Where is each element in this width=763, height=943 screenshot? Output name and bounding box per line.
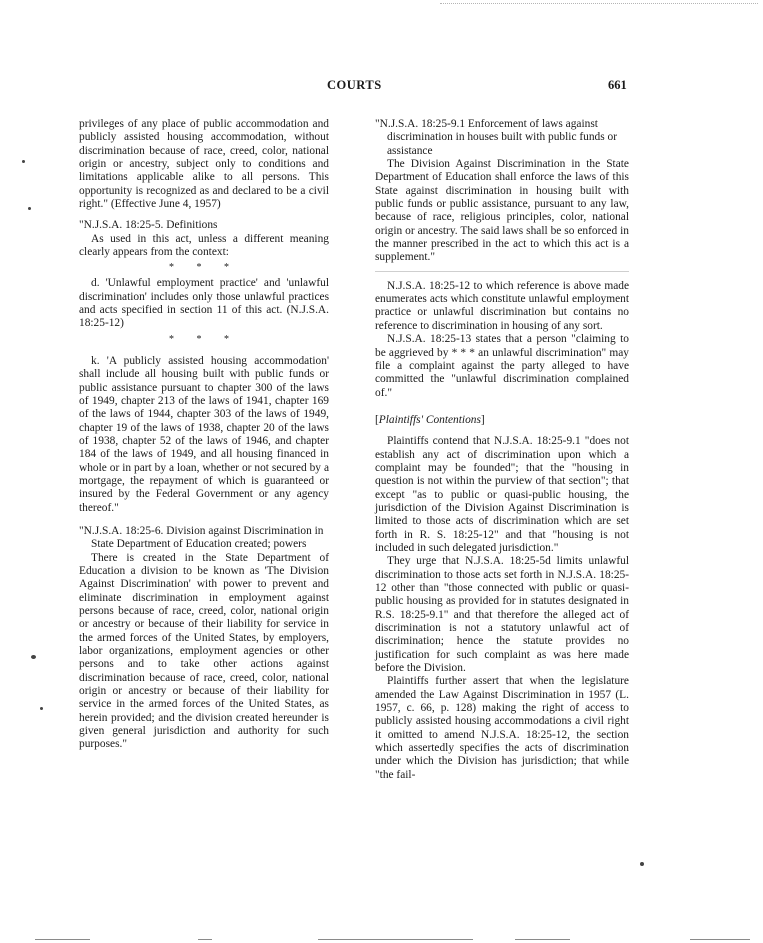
- page-header: [0, 78, 763, 96]
- paragraph: They urge that N.J.S.A. 18:25-5d limits unlawful discrimination to those acts set forth in N.J.S.A. 18:25-12 other than "those connected with public or quasi-public housing as provided for in statutes designated in R.S. 18:25-9.1" and that therefore the alleged act of discrimination is not a statutory unlawful act of discrimination; hence the statute provides no justification for such complaint as was here made before the Division.: [375, 555, 629, 675]
- section-heading: [375, 414, 629, 427]
- bracket-close: ]: [480, 413, 485, 426]
- left-column: [79, 118, 329, 752]
- ellipsis-stars: * * *: [169, 262, 239, 274]
- bracket-open: [: [375, 413, 379, 426]
- statute-heading: "N.J.S.A. 18:25-9.1 Enforcement of laws against discrimination in houses built with public funds or assistance: [375, 118, 618, 157]
- paragraph: There is created in the State Department of Education a division to be known as 'The Division Against Discrimination' with power to prevent and eliminate discrimination in employment against persons because of race, creed, color, national origin or ancestry or because of their liability for service in the armed forces of the United States, by employers, labor organizations, employment agencies or other persons and to take other actions against discrimination because of race, creed, color, national origin or ancestry or because of their liability for service in the armed forces of the United States, as herein provided; and the division created hereunder is given general jurisdiction and authority for such purposes.": [79, 551, 329, 751]
- paragraph: N.J.S.A. 18:25-13 states that a person "claiming to be aggrieved by * * * an unlawful discrimination" may file a complaint against the party alleged to have committed the "unlawful discrimination complained of.": [375, 333, 629, 399]
- page-number: 661: [608, 78, 627, 92]
- scan-speck: [22, 160, 25, 163]
- statute-heading: "N.J.S.A. 18:25-5. Definitions: [79, 219, 218, 232]
- paragraph: privileges of any place of public accommodation and publicly assisted housing accommodation, without discrimination because of race, creed, color, national origin or ancestry, subject only to conditions and limitations applicable alike to all persons. This opportunity is recognized as and declared to be a civil right." (Effective June 4, 1957): [79, 118, 329, 211]
- paragraph: As used in this act, unless a different meaning clearly appears from the context:: [79, 232, 329, 259]
- paragraph: Plaintiffs further assert that when the legislature amended the Law Against Discrimination in 1957 (L. 1957, c. 66, p. 128) making the right of access to publicly assisted housing accommodations a civil right it omitted to amend N.J.S.A. 18:25-12, the section which assertedly specifies the acts of discrimination under which the Division has jurisdiction; that while "the fail-: [375, 675, 629, 781]
- scan-speck: [28, 207, 31, 210]
- scan-bottom-rules: [0, 935, 763, 943]
- paragraph: The Division Against Discrimination in the State Department of Education shall enforce the laws of this State against discrimination in housing built with public funds or public assistance, pursuant to any law, because of race, religious principles, color, national origin or ancestry. The said laws shall be so enforced in the manner prescribed in the act to which this act is a supplement.": [375, 158, 629, 264]
- running-head: COURTS: [327, 78, 382, 92]
- paragraph: Plaintiffs contend that N.J.S.A. 18:25-9.1 "does not establish any act of discrimination upon which a complaint may be founded"; that the "housing in question is not within the purview of that section"; that except "as to public or quasi-public housing, the jurisdiction of the Division Against Discrimination is limited to those acts of discrimination which are set forth in R. S. 18:25-12" and that "housing is not included in such delegated jurisdiction.": [375, 435, 629, 554]
- statute-heading: "N.J.S.A. 18:25-6. Division against Discrimination in State Department of Education created; powers: [79, 524, 324, 551]
- paragraph: k. 'A publicly assisted housing accommodation' shall include all housing built with public funds or public assistance pursuant to chapter 300 of the laws of 1949, chapter 213 of the laws of 1941, chapter 169 of the laws of 1944, chapter 303 of the laws of 1949, chapter 19 of the laws of 1938, chapter 20 of the laws of 1938, chapter 52 of the laws of 1946, and chapter 184 of the laws of 1949, and all housing financed in whole or in part by a loan, whether or not secured by a mortgage, the repayment of which is guaranteed or insured by the Federal Government or any agency thereof.": [79, 354, 329, 514]
- scan-edge-dotted-line: [440, 3, 758, 4]
- scan-speck: [640, 862, 644, 866]
- right-column: [375, 118, 629, 782]
- paragraph: N.J.S.A. 18:25-12 to which reference is above made enumerates acts which constitute unlawful employment practice or unlawful discrimination but contains no reference to discrimination in housing of any sort.: [375, 279, 629, 332]
- scan-speck: [40, 707, 43, 710]
- divider: [375, 271, 629, 272]
- ellipsis-stars: * * *: [169, 333, 239, 345]
- paragraph: d. 'Unlawful employment practice' and 'unlawful discrimination' includes only those unlawful practices and acts specified in section 11 of this act. (N.J.S.A. 18:25-12): [79, 277, 329, 330]
- section-heading-text: Plaintiffs' Contentions: [378, 413, 481, 426]
- scan-speck: [31, 655, 36, 659]
